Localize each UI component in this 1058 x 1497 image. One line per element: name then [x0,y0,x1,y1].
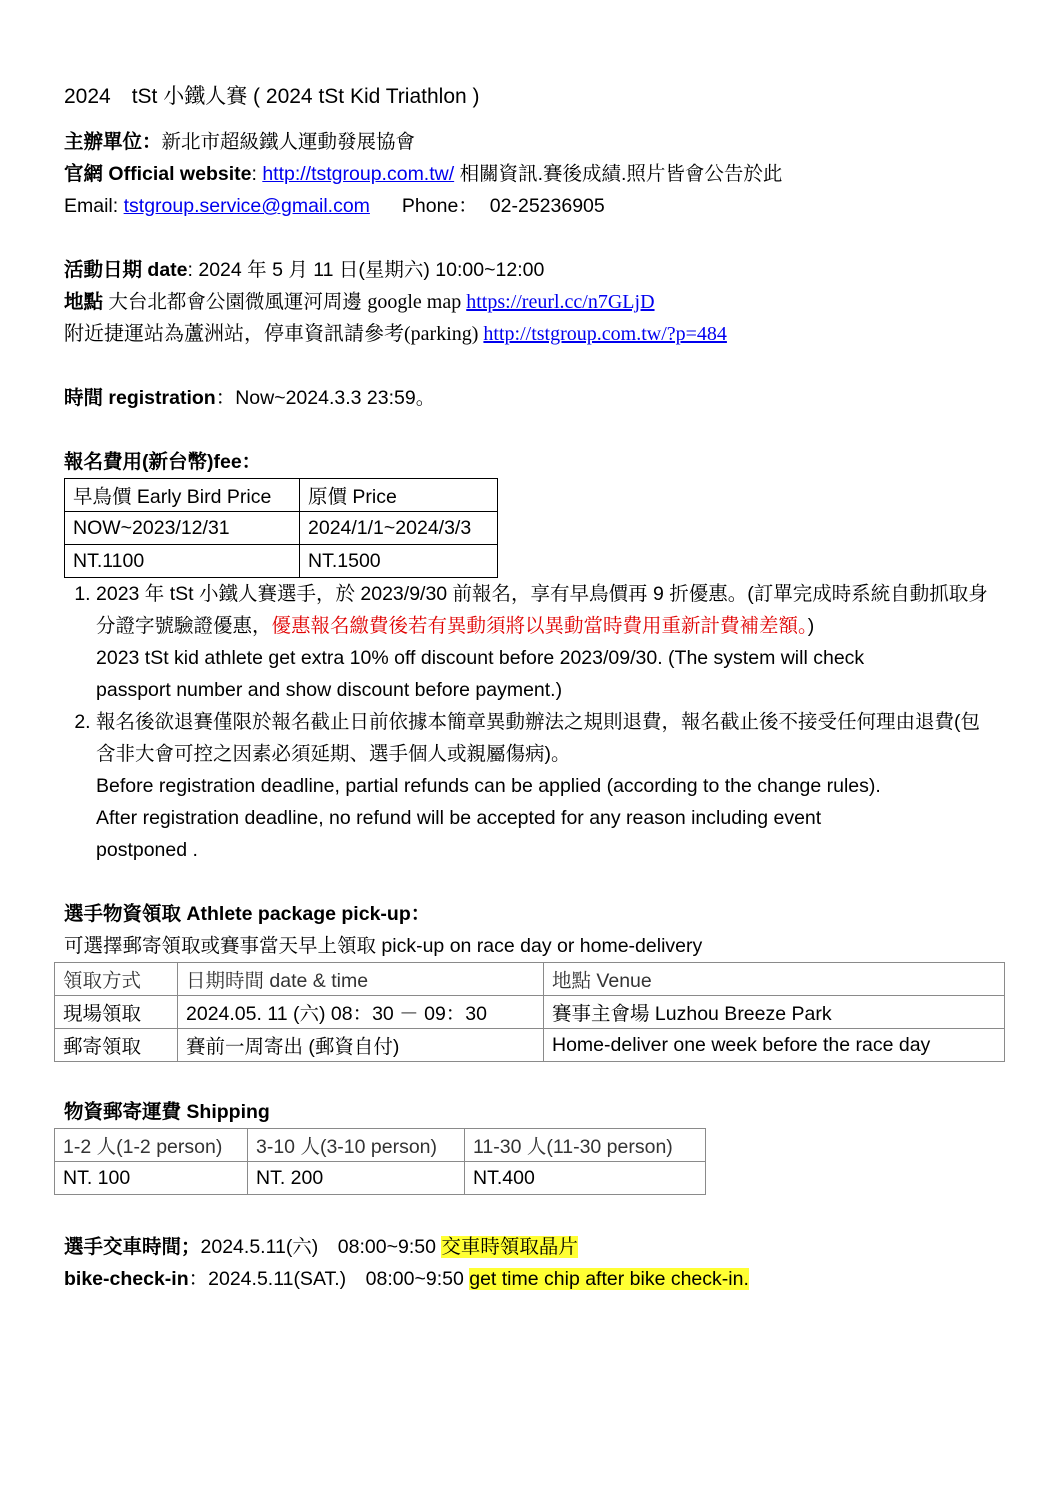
transit-line [64,318,1014,350]
bike-check-zh-highlight: 交車時領取晶片 [441,1236,578,1258]
transit-text: 附近捷運站為蘆洲站，停車資訊請參考(parking) [64,323,484,345]
fee-price-regular: NT.1500 [300,545,498,578]
bike-check-en-highlight: get time chip after bike check-in. [469,1268,749,1290]
contact-line [64,190,1014,222]
table-row [65,479,498,512]
phone-label: Phone： [401,195,478,217]
phone-value: 02-25236905 [489,195,605,217]
fee-header-regular: 原價 Price [300,479,498,512]
pickup-subheading: 可選擇郵寄領取或賽事當天早上領取 pick-up on race day or home-delivery [64,935,703,957]
bike-check-zh-label: 選手交車時間； [64,1236,201,1258]
fee-price-early: NT.1100 [65,545,300,578]
pickup-header-method: 領取方式 [55,963,178,996]
table-row [65,512,498,545]
note1-zh: 2023 年 tSt 小鐵人賽選手，於 2023/9/30 前報名，享有早鳥價再 9 折優惠。(訂單完成時系統自動抓取身分證字號驗證優惠， [96,583,988,637]
pickup-cell: 2024.05. 11 (六) 08：30 － 09：30 [178,996,544,1029]
pickup-header-date: 日期時間 date & time [178,963,544,996]
website-sep: : [251,163,263,185]
registration-value: ：Now~2024.3.3 23:59。 [215,387,436,409]
website-line [64,158,1014,190]
pickup-cell: 賽前一周寄出 (郵資自付) [178,1029,544,1062]
page-title: 2024 tSt 小鐵人賽 ( 2024 tSt Kid Triathlon ) [64,85,480,108]
note1-zh-red: 優惠報名繳費後若有異動須將以異動當時費用重新計費補差額。 [271,615,808,637]
event-date-label: 活動日期 date [64,259,188,281]
organizer-line [64,126,1014,158]
bike-check-en-label: bike-check-in [64,1268,189,1290]
organizer-value: 新北市超級鐵人運動發展協會 [161,131,416,153]
map-label: google map [367,291,467,313]
website-link[interactable]: http://tstgroup.com.tw/ [262,163,455,185]
bike-check-en-line [64,1263,1014,1295]
location-value: 大台北都會公園微風運河周邊 [103,291,368,313]
shipping-price: NT.400 [465,1162,706,1195]
fee-table [64,478,498,578]
table-row [55,963,1005,996]
pickup-heading: 選手物資領取 Athlete package pick-up： [64,903,431,925]
fee-heading: 報名費用(新台幣)fee： [64,451,262,473]
shipping-header: 1-2 人(1-2 person) [55,1129,248,1162]
website-label: 官網 Official website [64,163,252,185]
note2-en-2: After registration deadline, no refund will be accepted for any reason including event [96,807,822,829]
event-date-line [64,254,1014,286]
table-row [55,1162,706,1195]
registration-line [64,382,1014,414]
note2-en-3: postponed . [96,839,198,861]
fee-period-early: NOW~2023/12/31 [65,512,300,545]
bike-check-en-value: ：2024.5.11(SAT.) 08:00~9:50 [188,1268,470,1290]
email-link[interactable]: tstgroup.service@gmail.com [123,195,370,217]
website-note: 相關資訊.賽後成績.照片皆會公告於此 [454,163,783,185]
parking-link[interactable]: http://tstgroup.com.tw/?p=484 [483,323,727,345]
email-label: Email: [64,195,124,217]
table-row [55,996,1005,1029]
note1-en-1: 2023 tSt kid athlete get extra 10% off discount before 2023/09/30. (The system will check [96,647,865,669]
pickup-table [54,962,1005,1062]
shipping-table [54,1128,706,1195]
shipping-heading: 物資郵寄運費 Shipping [64,1101,270,1123]
organizer-label: 主辦單位： [64,131,162,153]
list-item [96,578,996,706]
notes-list [64,578,1014,866]
shipping-header: 3-10 人(3-10 person) [248,1129,465,1162]
location-label: 地點 [64,291,104,313]
map-link[interactable]: https://reurl.cc/n7GLjD [466,291,655,313]
pickup-header-venue: 地點 Venue [544,963,1005,996]
pickup-cell: 郵寄領取 [55,1029,178,1062]
table-row [55,1029,1005,1062]
note1-en-2: passport number and show discount before payment.) [96,679,563,701]
table-row [65,545,498,578]
shipping-header: 11-30 人(11-30 person) [465,1129,706,1162]
document-page [64,80,1014,1295]
pickup-cell: 賽事主會場 Luzhou Breeze Park [544,996,1005,1029]
pickup-cell: 現場領取 [55,996,178,1029]
registration-label: 時間 registration [64,387,216,409]
shipping-price: NT. 100 [55,1162,248,1195]
note1-zh-end: ) [807,615,815,637]
bike-check-zh-value: 2024.5.11(六) 08:00~9:50 [200,1236,442,1258]
bike-check-zh-line [64,1231,1014,1263]
pickup-cell: Home-deliver one week before the race day [544,1029,1005,1062]
shipping-price: NT. 200 [248,1162,465,1195]
event-date-value: : 2024 年 5 月 11 日(星期六) 10:00~12:00 [187,259,545,281]
note2-en-1: Before registration deadline, partial refunds can be applied (according to the change rules). [96,775,881,797]
table-row [55,1129,706,1162]
list-item [96,706,996,866]
note2-zh: 報名後欲退賽僅限於報名截止日前依據本簡章異動辦法之規則退費，報名截止後不接受任何理由退費(包含非大會可控之因素必須延期、選手個人或親屬傷病)。 [96,711,980,765]
location-line [64,286,1014,318]
fee-period-regular: 2024/1/1~2024/3/3 [300,512,498,545]
fee-header-early: 早鳥價 Early Bird Price [65,479,300,512]
